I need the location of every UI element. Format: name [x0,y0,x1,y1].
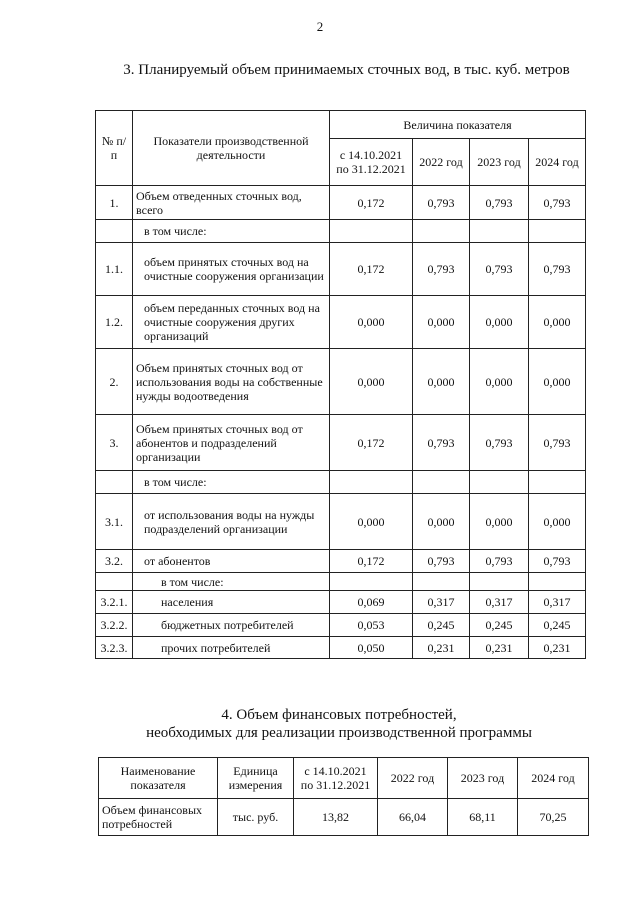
row-label: населения [133,591,330,614]
row-label: бюджетных потребителей [133,614,330,637]
fin-header-period: с 14.10.2021 по 31.12.2021 [294,758,378,799]
fin-row-label: Объем финансовых потребностей [99,799,218,836]
section-3-title: 3. Планируемый объем принимаемых сточных вод, в тыс. куб. метров [123,62,570,78]
fin-row-period-value: 13,82 [294,799,378,836]
row-value: 0,000 [330,349,413,415]
row-number [96,573,133,591]
row-value [330,220,413,243]
row-value [470,471,529,494]
row-value: 0,231 [470,637,529,659]
row-value: 0,000 [413,494,470,550]
row-value: 0,245 [470,614,529,637]
header-period: с 14.10.2021 по 31.12.2021 [330,139,413,186]
row-label: от использования воды на нужды подразделений организации [133,494,330,550]
row-value: 0,793 [529,415,586,471]
row-number: 3.1. [96,494,133,550]
row-value: 0,050 [330,637,413,659]
row-value [470,220,529,243]
table-row [96,243,586,296]
row-value [529,220,586,243]
row-number: 3.2. [96,550,133,573]
row-value [413,471,470,494]
row-value: 0,000 [529,349,586,415]
section-4-title-line2: необходимых для реализации производственной программы [146,725,532,741]
row-value: 0,000 [529,494,586,550]
fin-table-row [99,799,589,836]
row-number: 1.1. [96,243,133,296]
header-2024: 2024 год [529,139,586,186]
row-value: 0,231 [413,637,470,659]
row-value: 0,000 [413,349,470,415]
table-row [96,415,586,471]
row-value: 0,793 [470,550,529,573]
row-value: 0,000 [529,296,586,349]
row-label: прочих потребителей [133,637,330,659]
table-row [96,296,586,349]
row-number: 3.2.1. [96,591,133,614]
row-value: 0,793 [413,550,470,573]
row-value: 0,793 [470,415,529,471]
row-value: 0,000 [470,296,529,349]
row-value: 0,793 [529,186,586,220]
fin-header-2022: 2022 год [378,758,448,799]
row-value [413,573,470,591]
row-number: 1. [96,186,133,220]
wastewater-volume-table [95,110,586,659]
row-value: 0,793 [413,186,470,220]
row-value: 0,245 [529,614,586,637]
row-number [96,220,133,243]
row-value [330,471,413,494]
row-value: 0,172 [330,243,413,296]
fin-header-2023: 2023 год [448,758,518,799]
row-label: Объем принятых сточных вод от использования воды на собственные нужды водоотведения [133,349,330,415]
fin-header-unit: Единица измерения [218,758,294,799]
row-value: 0,793 [413,243,470,296]
section-4-title-line1: 4. Объем финансовых потребностей, [221,707,457,723]
row-value [330,573,413,591]
table-row [96,637,586,659]
row-label: в том числе: [133,573,330,591]
row-label: объем принятых сточных вод на очистные сооружения организации [133,243,330,296]
fin-header-2024: 2024 год [518,758,589,799]
row-number: 3.2.2. [96,614,133,637]
row-number [96,471,133,494]
fin-header-name: Наименование показателя [99,758,218,799]
fin-row-2024-value: 70,25 [518,799,589,836]
table-row [96,186,586,220]
row-value: 0,000 [470,349,529,415]
row-number: 2. [96,349,133,415]
row-value: 0,000 [413,296,470,349]
row-value: 0,245 [413,614,470,637]
table-row [96,614,586,637]
row-value: 0,000 [330,296,413,349]
header-value-group: Величина показателя [330,111,586,139]
fin-row-unit: тыс. руб. [218,799,294,836]
row-label: от абонентов [133,550,330,573]
row-value: 0,317 [529,591,586,614]
row-value: 0,317 [413,591,470,614]
row-number: 3.2.3. [96,637,133,659]
table-row [96,220,586,243]
row-value: 0,172 [330,550,413,573]
row-label: в том числе: [133,471,330,494]
table-row [96,591,586,614]
fin-row-2023-value: 68,11 [448,799,518,836]
row-label: Объем отведенных сточных вод, всего [133,186,330,220]
table-row [96,573,586,591]
financial-needs-table [98,757,589,836]
fin-row-2022-value: 66,04 [378,799,448,836]
header-2023: 2023 год [470,139,529,186]
row-value: 0,793 [470,186,529,220]
table-row [96,550,586,573]
row-value [413,220,470,243]
row-number: 3. [96,415,133,471]
table-row [96,494,586,550]
row-value: 0,317 [470,591,529,614]
row-value [529,573,586,591]
page-number: 2 [316,19,324,34]
row-value: 0,793 [529,550,586,573]
section-4-title [0,706,640,742]
row-value: 0,069 [330,591,413,614]
row-number: 1.2. [96,296,133,349]
row-value [470,573,529,591]
row-value [529,471,586,494]
row-value: 0,172 [330,186,413,220]
row-value: 0,793 [529,243,586,296]
row-value: 0,172 [330,415,413,471]
header-num: № п/п [96,111,133,186]
row-value: 0,793 [413,415,470,471]
header-2022: 2022 год [413,139,470,186]
table-row [96,471,586,494]
row-value: 0,053 [330,614,413,637]
header-indicator: Показатели производственной деятельности [133,111,330,186]
row-value: 0,000 [330,494,413,550]
row-value: 0,000 [470,494,529,550]
row-value: 0,793 [470,243,529,296]
row-label: объем переданных сточных вод на очистные сооружения других организаций [133,296,330,349]
table-row [96,349,586,415]
row-value: 0,231 [529,637,586,659]
row-label: в том числе: [133,220,330,243]
row-label: Объем принятых сточных вод от абонентов и подразделений организации [133,415,330,471]
